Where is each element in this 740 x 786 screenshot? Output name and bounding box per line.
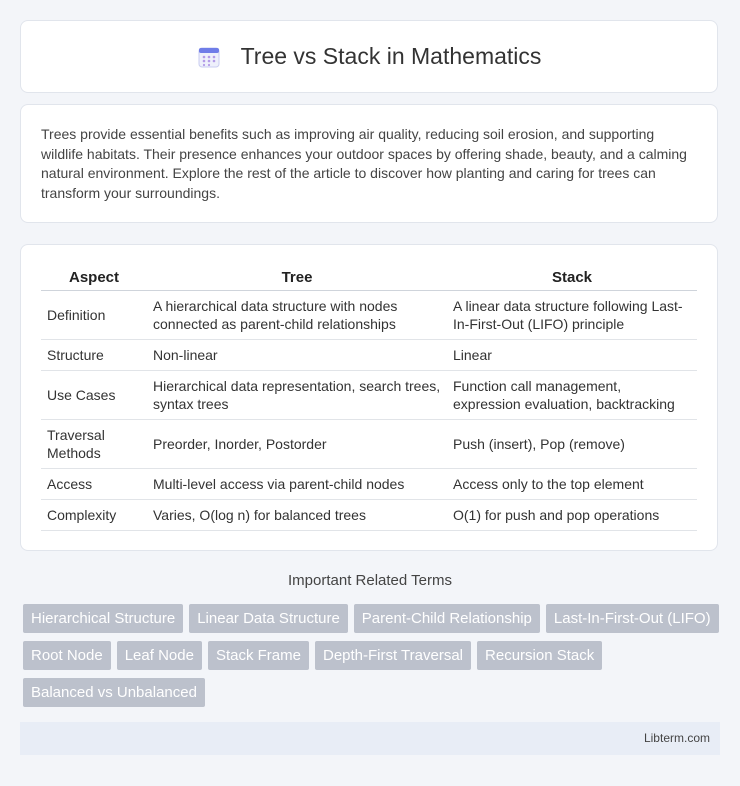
cell-tree: A hierarchical data structure with nodes connected as parent-child relationships [147, 291, 447, 340]
table-row [41, 420, 697, 469]
footer [20, 722, 720, 755]
cell-tree: Non-linear [147, 340, 447, 371]
table-row [41, 291, 697, 340]
table-row [41, 500, 697, 531]
cell-aspect: Use Cases [41, 371, 147, 420]
cell-tree: Multi-level access via parent-child nodes [147, 469, 447, 500]
related-terms-title: Important Related Terms [288, 572, 452, 589]
cell-tree: Preorder, Inorder, Postorder [147, 420, 447, 469]
cell-aspect: Complexity [41, 500, 147, 531]
cell-stack: Linear [447, 340, 697, 371]
cell-stack: Push (insert), Pop (remove) [447, 420, 697, 469]
cell-aspect: Traversal Methods [41, 420, 147, 469]
footer-link[interactable]: Libterm.com [643, 731, 710, 745]
cell-tree: Varies, O(log n) for balanced trees [147, 500, 447, 531]
header-aspect: Aspect [41, 265, 147, 291]
term-tag[interactable]: Hierarchical Structure [23, 604, 183, 633]
comparison-card [20, 244, 718, 551]
header-card [20, 20, 718, 93]
related-terms-list [23, 604, 723, 707]
header-stack: Stack [447, 265, 697, 291]
cell-stack: Access only to the top element [447, 469, 697, 500]
term-tag[interactable]: Parent-Child Relationship [354, 604, 540, 633]
term-tag[interactable]: Leaf Node [117, 641, 202, 670]
table-row [41, 340, 697, 371]
term-tag[interactable]: Linear Data Structure [189, 604, 348, 633]
term-tag[interactable]: Last-In-First-Out (LIFO) [546, 604, 719, 633]
cell-stack: O(1) for push and pop operations [447, 500, 697, 531]
comparison-table [41, 265, 697, 531]
calendar-icon [197, 45, 221, 69]
intro-card [20, 104, 718, 223]
cell-aspect: Access [41, 469, 147, 500]
page-title: Tree vs Stack in Mathematics [240, 43, 542, 69]
term-tag[interactable]: Recursion Stack [477, 641, 602, 670]
cell-stack: Function call management, expression evaluation, backtracking [447, 371, 697, 420]
term-tag[interactable]: Balanced vs Unbalanced [23, 678, 205, 707]
cell-tree: Hierarchical data representation, search trees, syntax trees [147, 371, 447, 420]
cell-aspect: Definition [41, 291, 147, 340]
intro-text: Trees provide essential benefits such as improving air quality, reducing soil erosion, and supporting wildlife habitats. Their presence enhances your outdoor spaces by offering shade, beauty, and a calming natural environment. Explore the rest of the article to discover how planting and caring for trees can transform your surroundings. [41, 126, 687, 201]
header-tree: Tree [147, 265, 447, 291]
cell-aspect: Structure [41, 340, 147, 371]
cell-stack: A linear data structure following Last-In-First-Out (LIFO) principle [447, 291, 697, 340]
term-tag[interactable]: Depth-First Traversal [315, 641, 471, 670]
term-tag[interactable]: Stack Frame [208, 641, 309, 670]
table-row [41, 371, 697, 420]
table-header-row [41, 265, 697, 291]
table-row [41, 469, 697, 500]
term-tag[interactable]: Root Node [23, 641, 111, 670]
